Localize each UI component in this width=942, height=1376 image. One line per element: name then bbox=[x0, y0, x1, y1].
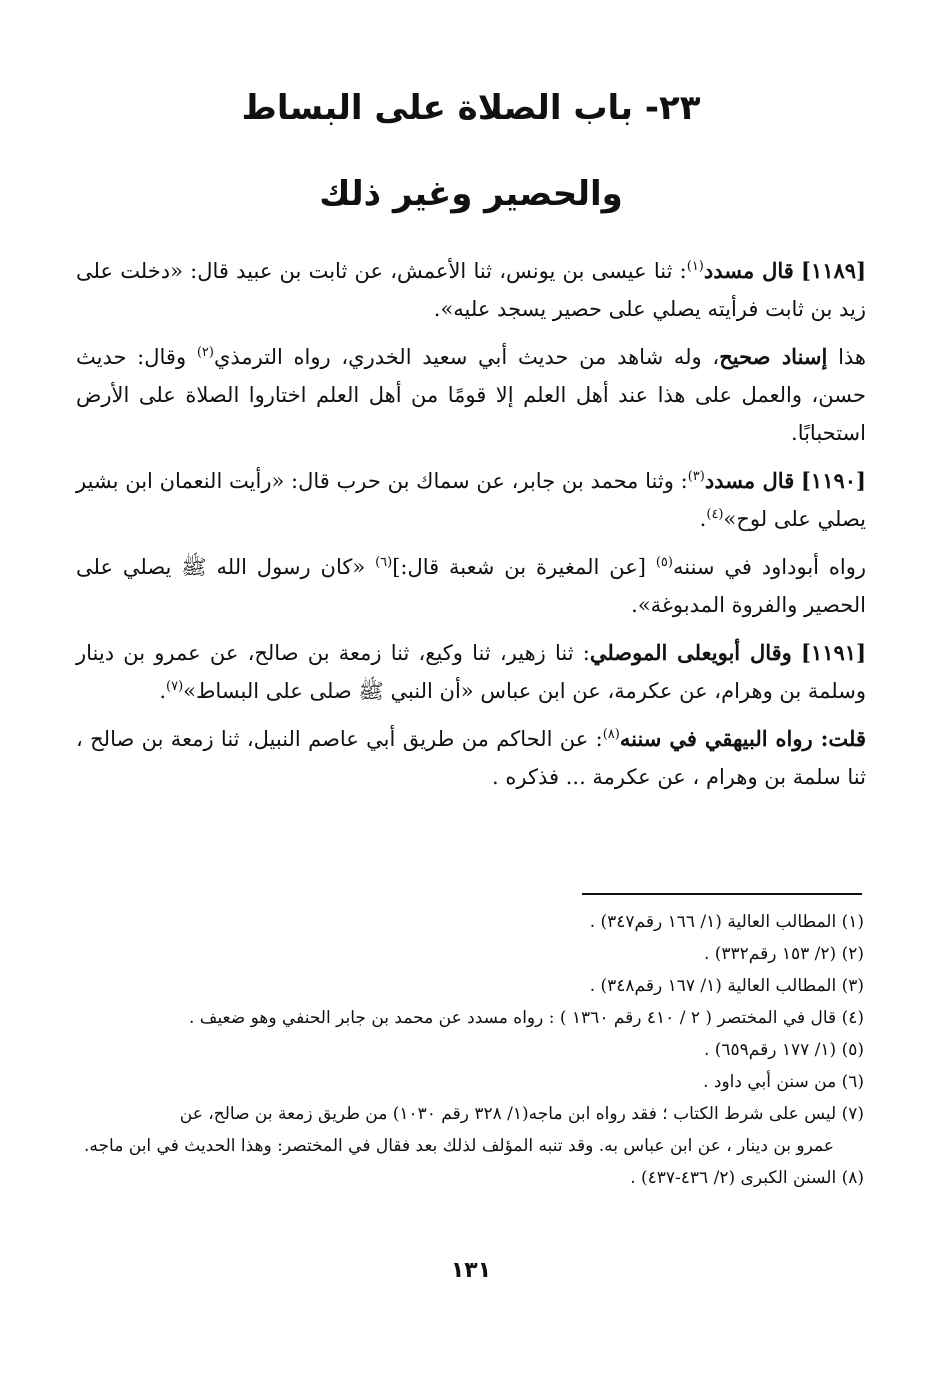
hadith-text: : ثنا عيسى بن يونس، ثنا الأعمش، عن ثابت بن عبيد قال: «دخلت على زيد بن ثابت فرأيته يصلي على حصير يسجد عليه». bbox=[76, 259, 866, 321]
footnote-4: (٤) قال في المختصر ( ٢ / ٤١٠ رقم ١٣٦٠ ) : رواه مسدد عن محمد بن جابر الحنفي وهو ضعيف . bbox=[189, 1008, 864, 1028]
grading-paragraph bbox=[76, 338, 866, 452]
text-span: وقال: حديث حسن، والعمل على هذا عند أهل العلم إلا قومًا من أهل العلم اختاروا الصلاة على الأرض استحبابًا. bbox=[76, 345, 866, 445]
hadith-1191 bbox=[76, 634, 866, 710]
hadith-text: : ثنا زهير، ثنا وكيع، ثنا زمعة بن صالح، عن عمرو بن دينار وسلمة بن وهرام، عن عكرمة، عن ابن عباس «أن النبي ﷺ صلى على البساط» bbox=[76, 641, 866, 703]
footnote-3: (٣) المطالب العالية (١/ ١٦٧ رقم٣٤٨) . bbox=[589, 976, 864, 996]
hadith-1190 bbox=[76, 462, 866, 538]
text-span: ، وله شاهد من حديث أبي سعيد الخدري، رواه الترمذي bbox=[213, 345, 720, 369]
footnotes bbox=[74, 906, 864, 1194]
main-text bbox=[76, 252, 866, 806]
footnote-ref: (٧) bbox=[166, 679, 184, 694]
text-span: . bbox=[699, 507, 707, 531]
footnote-ref: (٣) bbox=[687, 469, 705, 484]
hadith-number: [١١٩١] bbox=[801, 640, 867, 665]
commentary-lead: قلت: رواه البيهقي في سننه bbox=[619, 726, 867, 751]
footnote-ref: (٢) bbox=[196, 345, 214, 360]
footnote-ref: (١) bbox=[686, 259, 704, 274]
footnote-7: (٧) ليس على شرط الكتاب ؛ فقد رواه ابن ماجه(١/ ٣٢٨ رقم ١٠٣٠) من طريق زمعة بن صالح، عن bbox=[179, 1104, 864, 1124]
grading: إسناد صحيح bbox=[719, 344, 828, 369]
text-span: : عن الحاكم من طريق أبي عاصم النبيل، ثنا زمعة بن صالح ، ثنا سلمة بن وهرام ، عن عكرمة ... فذكره . bbox=[76, 727, 866, 789]
text-span: [عن المغيرة بن شعبة قال:] bbox=[392, 555, 656, 579]
footnote-5: (٥) (١/ ١٧٧ رقم٦٥٩) . bbox=[703, 1040, 864, 1060]
text-span: هذا bbox=[838, 345, 866, 369]
footnote-ref: (٥) bbox=[655, 555, 673, 570]
footnote-6: (٦) من سنن أبي داود . bbox=[703, 1072, 864, 1092]
narrator: قال مسدد bbox=[703, 258, 794, 283]
chapter-title-line2: والحصير وغير ذلك bbox=[319, 174, 623, 214]
narrator: وقال أبويعلى الموصلي bbox=[589, 640, 792, 665]
footnote-ref: (٤) bbox=[706, 507, 724, 522]
hadith-number: [١١٩٠] bbox=[800, 468, 866, 493]
footnote-8: (٨) السنن الكبرى (٢/ ٤٣٦-٤٣٧) . bbox=[630, 1168, 864, 1188]
commentary-paragraph bbox=[76, 720, 866, 796]
text-span: رواه أبوداود في سننه bbox=[672, 555, 867, 579]
text-span: «كان رسول الله ﷺ يصلي على الحصير والفروة المدبوغة». bbox=[76, 555, 866, 617]
footnote-divider bbox=[582, 893, 862, 895]
hadith-text: : وثنا محمد بن جابر، عن سماك بن حرب قال: «رأيت النعمان ابن بشير يصلي على لوح» bbox=[76, 469, 866, 531]
footnote-ref: (٦) bbox=[375, 555, 393, 570]
chapter-title-line1: ٢٣- باب الصلاة على البساط bbox=[241, 88, 701, 128]
hadith-1189 bbox=[76, 252, 866, 328]
abu-dawud-paragraph bbox=[76, 548, 866, 624]
text-span: . bbox=[159, 679, 167, 703]
footnote-2: (٢) (٢/ ١٥٣ رقم٣٣٢) . bbox=[703, 944, 864, 964]
narrator: قال مسدد bbox=[704, 468, 795, 493]
footnote-1: (١) المطالب العالية (١/ ١٦٦ رقم٣٤٧) . bbox=[589, 912, 864, 932]
footnote-ref: (٨) bbox=[602, 727, 620, 742]
footnote-7-continuation: عمرو بن دينار ، عن ابن عباس به. وقد تنبه المؤلف لذلك بعد فقال في المختصر: وهذا الحديث في ابن ماجه. bbox=[84, 1136, 834, 1156]
hadith-number: [١١٨٩] bbox=[801, 258, 866, 283]
page-number: ١٣١ bbox=[450, 1258, 492, 1283]
